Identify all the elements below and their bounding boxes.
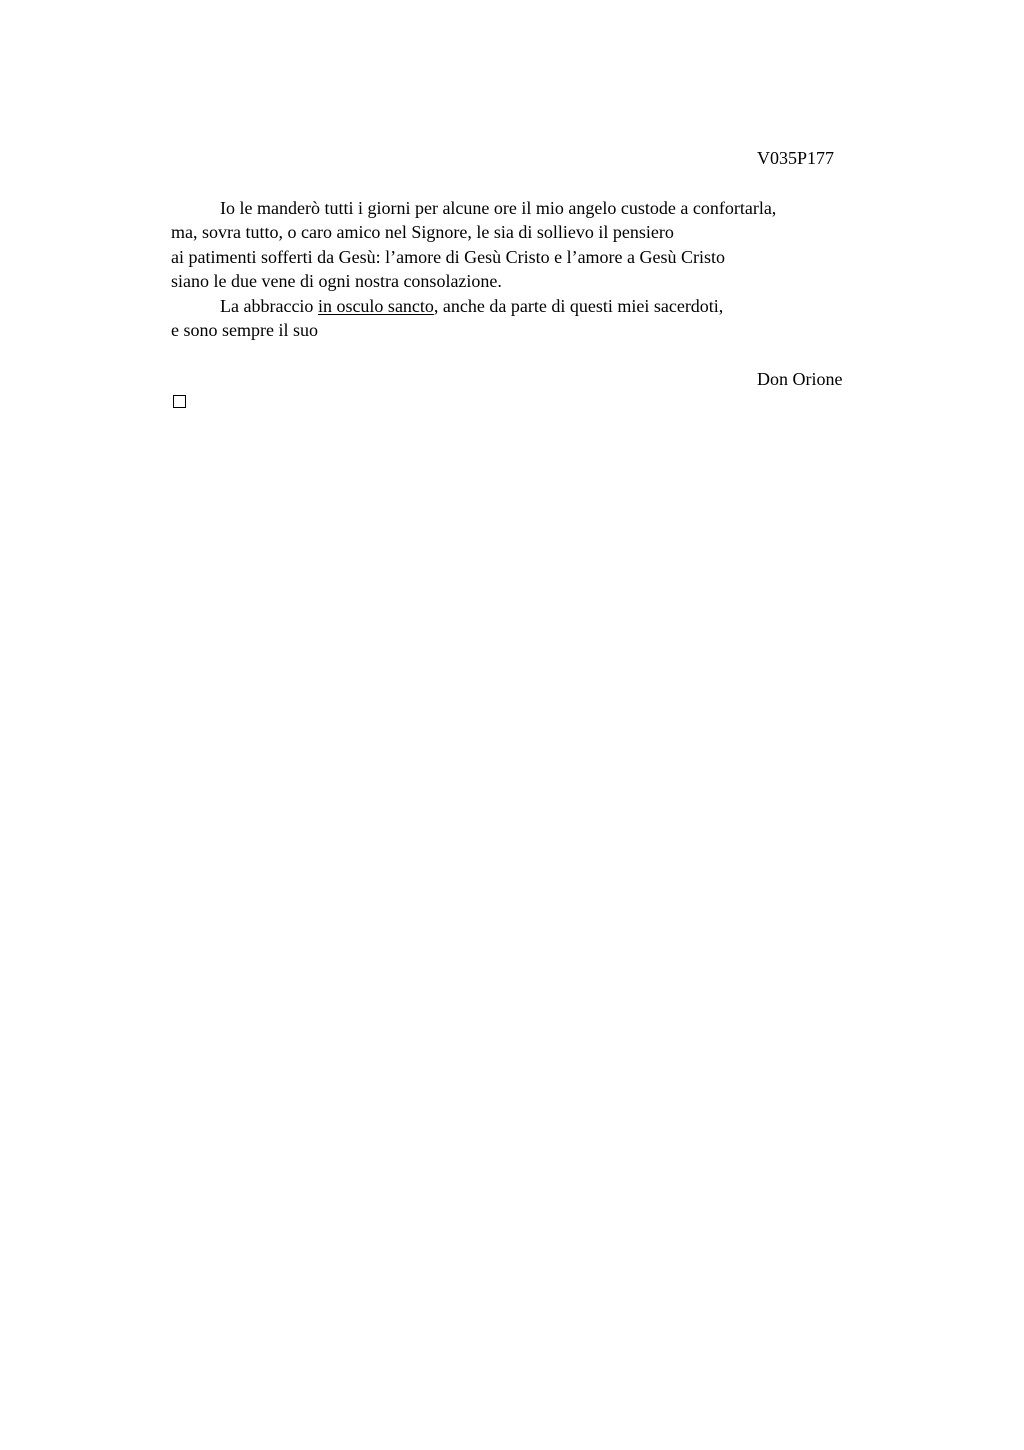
paragraph-2-text-after: , anche da parte di questi miei sacerdoti, <box>433 295 724 316</box>
paragraph-1 <box>171 196 871 294</box>
paragraph-2-text-before: La abbraccio <box>220 295 318 316</box>
paragraph-1-line-4: siano le due vene di ogni nostra consolazione. <box>171 271 502 292</box>
latin-phrase-underlined: in osculo sancto <box>317 295 434 316</box>
page-code: V035P177 <box>757 148 835 168</box>
paragraph-2 <box>171 294 871 343</box>
paragraph-1-line-3: ai patimenti sofferti da Gesù: l’amore di Gesù Cristo e l’amore a Gesù Cristo <box>171 246 726 267</box>
paragraph-2-line-2: e sono sempre il suo <box>171 320 318 341</box>
paragraph-1-line-2: ma, sovra tutto, o caro amico nel Signore, le sia di sollievo il pensiero <box>171 222 674 243</box>
signature: Don Orione <box>757 369 843 389</box>
square-outline-icon <box>173 395 186 408</box>
letter-body <box>171 196 871 342</box>
paragraph-2-line-1 <box>171 294 871 318</box>
paragraph-1-line-1: Io le manderò tutti i giorni per alcune ore il mio angelo custode a confortarla, <box>220 198 777 218</box>
